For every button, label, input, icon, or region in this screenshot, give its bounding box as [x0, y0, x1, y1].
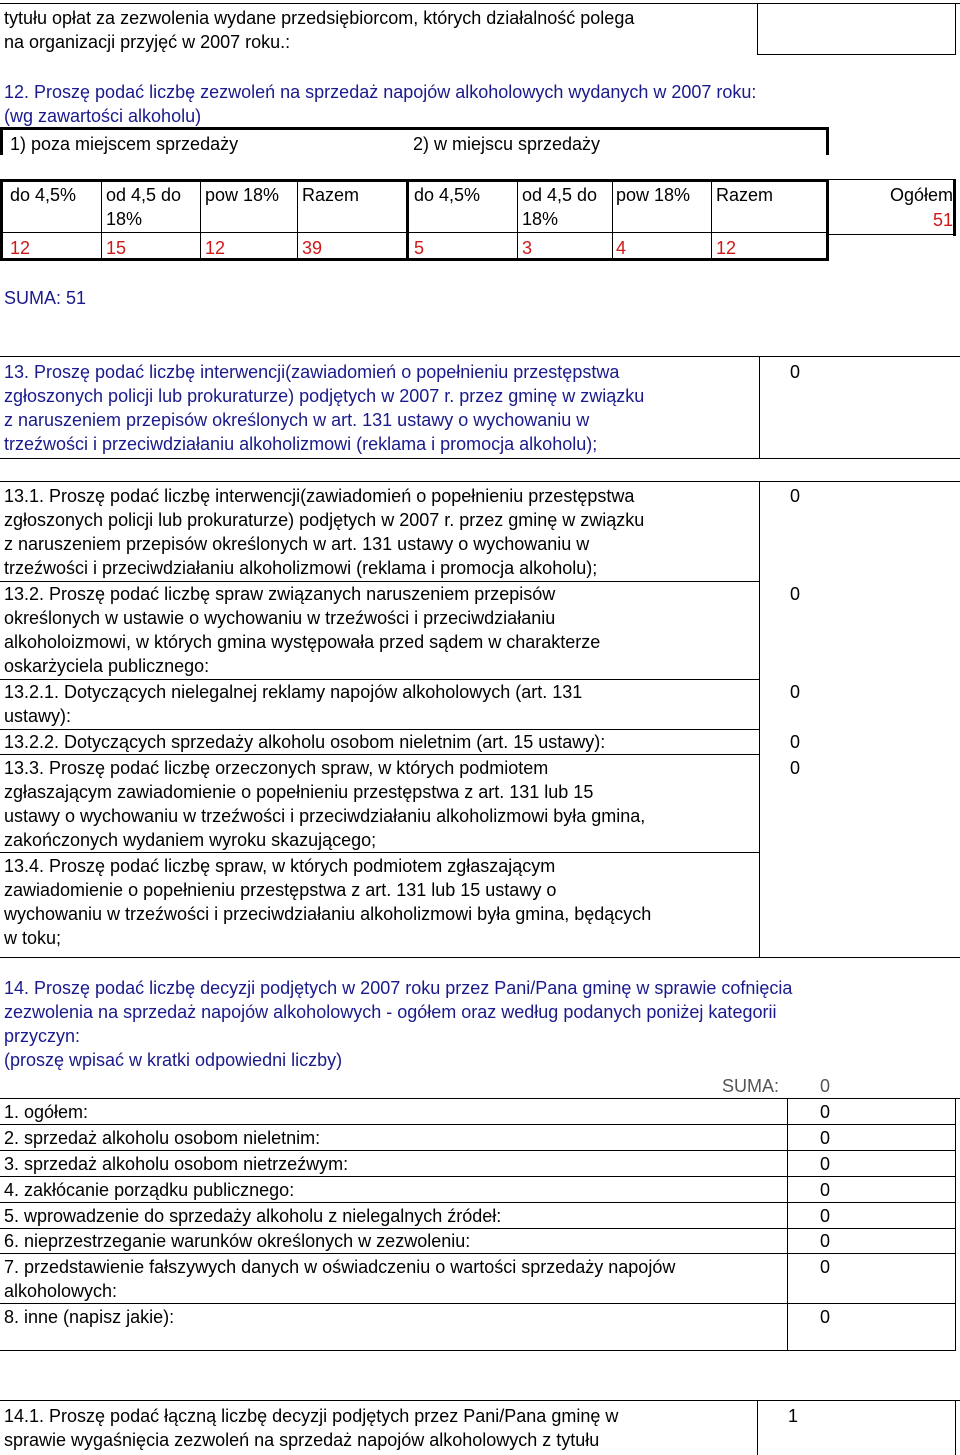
divider	[757, 54, 956, 55]
col-header: od 4,5 do 18%	[106, 185, 182, 229]
divider	[0, 1150, 956, 1151]
divider	[0, 852, 760, 853]
q13-1-text: trzeźwości i przeciwdziałaniu alkoholizmowi (reklama i promocja alkoholu);	[4, 558, 598, 578]
col-header: do 4,5%	[10, 185, 77, 205]
divider	[0, 127, 3, 155]
q12-subtitle: (wg zawartości alkoholu)	[4, 106, 202, 126]
q14-row-value: 0	[820, 1257, 831, 1277]
q14-row-label: 5. wprowadzenie do sprzedaży alkoholu z nielegalnych źródeł:	[4, 1206, 502, 1226]
q13-text: z naruszeniem przepisów określonych w art. 131 ustawy o wychowaniu w	[4, 410, 590, 430]
q14-row-value: 0	[820, 1206, 831, 1226]
divider	[0, 1400, 960, 1401]
divider	[829, 179, 956, 180]
q13-4-text: wychowaniu w trzeźwości i przeciwdziałaniu alkoholizmowi była gmina, będących	[4, 904, 652, 924]
col-header: Razem	[716, 185, 774, 205]
divider	[0, 232, 826, 233]
divider	[0, 1303, 956, 1304]
divider	[955, 1098, 956, 1350]
q14-row-value: 0	[820, 1180, 831, 1200]
q13-1-text: zgłoszonych policji lub prokuraturze) podjętych w 2007 r. przez gminę w związku	[4, 510, 645, 530]
q13-2-2-value: 0	[790, 732, 801, 752]
divider	[711, 179, 712, 259]
divider	[0, 1253, 956, 1254]
table-cell: 12	[205, 238, 226, 258]
q13-2-2-text: 13.2.2. Dotyczących sprzedaży alkoholu osobom nieletnim (art. 15 ustawy):	[4, 732, 606, 752]
divider	[829, 234, 956, 235]
q13-3-text: zakończonych wydaniem wyroku skazującego;	[4, 830, 377, 850]
table-cell: 12	[10, 238, 31, 258]
divider	[0, 481, 960, 482]
q13-3-text: ustawy o wychowaniu w trzeźwości i przeciwdziałaniu alkoholizmowi była gmina,	[4, 806, 646, 826]
q13-2-1-text: ustawy):	[4, 706, 72, 726]
q13-text: zgłoszonych policji lub prokuraturze) podjętych w 2007 r. przez gminę w związku	[4, 386, 645, 406]
divider	[0, 458, 960, 459]
q12-group1-label: 1) poza miejscem sprzedaży	[10, 134, 239, 154]
divider	[0, 1176, 956, 1177]
total-label: Ogółem	[889, 185, 953, 205]
q14-row-label: 4. zakłócanie porządku publicznego:	[4, 1180, 295, 1200]
divider	[759, 481, 760, 957]
table-cell: 39	[302, 238, 323, 258]
divider	[200, 179, 201, 259]
divider	[955, 1400, 956, 1455]
table-cell: 3	[522, 238, 533, 258]
q13-2-text: 13.2. Proszę podać liczbę spraw związanych naruszeniem przepisów	[4, 584, 556, 604]
table-cell: 15	[106, 238, 127, 258]
col-header: od 4,5 do 18%	[522, 185, 598, 229]
q14-row-value: 0	[820, 1128, 831, 1148]
divider	[787, 1098, 788, 1350]
col-header: pow 18%	[616, 185, 691, 205]
divider	[0, 179, 829, 182]
header-line: na organizacji przyjęć w 2007 roku.:	[4, 32, 291, 52]
q14-row-label: alkoholowych:	[4, 1281, 118, 1301]
q14-subtitle: (proszę wpisać w kratki odpowiedni liczby)	[4, 1050, 343, 1070]
table-cell: 12	[716, 238, 737, 258]
divider	[101, 179, 102, 259]
divider	[955, 3, 956, 54]
q13-1-text: z naruszeniem przepisów określonych w art. 131 ustawy o wychowaniu w	[4, 534, 590, 554]
divider	[0, 1350, 956, 1351]
divider	[0, 179, 3, 260]
q13-text: 13. Proszę podać liczbę interwencji(zawiadomień o popełnieniu przestępstwa	[4, 362, 620, 382]
q14-row-value: 0	[820, 1102, 831, 1122]
divider	[297, 179, 298, 259]
q14-1-text: 14.1. Proszę podać łączną liczbę decyzji podjętych przez Pani/Pana gminę w	[4, 1406, 619, 1426]
divider	[0, 957, 960, 958]
q13-2-1-text: 13.2.1. Dotyczących nielegalnej reklamy napojów alkoholowych (art. 131	[4, 682, 583, 702]
q14-row-label: 8. inne (napisz jakie):	[4, 1307, 175, 1327]
divider	[757, 1400, 758, 1455]
divider	[0, 3, 960, 4]
divider	[406, 179, 409, 260]
q14-row-value: 0	[820, 1307, 831, 1327]
divider	[0, 1124, 956, 1125]
header-line: tytułu opłat za zezwolenia wydane przedsiębiorcom, których działalność polega	[4, 8, 635, 28]
q12-title: 12. Proszę podać liczbę zezwoleń na sprzedaż napojów alkoholowych wydanych w 2007 roku:	[4, 82, 757, 102]
total-value: 51	[932, 210, 953, 230]
q12-group2-label: 2) w miejscu sprzedaży	[413, 134, 601, 154]
q13-2-text: oskarżyciela publicznego:	[4, 656, 210, 676]
q13-4-text: zawiadomienie o popełnieniu przestępstwa z art. 131 lub 15 ustawy o	[4, 880, 557, 900]
q13-3-value: 0	[790, 758, 801, 778]
q13-1-value: 0	[790, 486, 801, 506]
q14-1-text: sprawie wygaśnięcia zezwoleń na sprzedaż napojów alkoholowych z tytułu	[4, 1430, 600, 1450]
divider	[0, 754, 760, 755]
q14-row-value: 0	[820, 1231, 831, 1251]
col-header: do 4,5%	[414, 185, 481, 205]
col-header: Razem	[302, 185, 360, 205]
q14-1-value: 1	[788, 1406, 799, 1426]
q13-2-value: 0	[790, 584, 801, 604]
q13-3-text: zgłaszającym zawiadomienie o popełnieniu przestępstwa z art. 131 lub 15	[4, 782, 594, 802]
q14-title: przyczyn:	[4, 1026, 81, 1046]
divider	[953, 179, 956, 236]
q13-2-1-value: 0	[790, 682, 801, 702]
divider	[0, 127, 829, 130]
q14-row-label: 1. ogółem:	[4, 1102, 89, 1122]
divider	[0, 356, 960, 357]
q14-row-label: 7. przedstawienie fałszywych danych w oświadczeniu o wartości sprzedaży napojów	[4, 1257, 676, 1277]
table-cell: 4	[616, 238, 627, 258]
divider	[826, 127, 829, 155]
q13-1-text: 13.1. Proszę podać liczbę interwencji(zawiadomień o popełnieniu przestępstwa	[4, 486, 635, 506]
q14-row-label: 2. sprzedaż alkoholu osobom nieletnim:	[4, 1128, 321, 1148]
q14-title: zezwolenia na sprzedaż napojów alkoholowych - ogółem oraz według podanych poniżej kategorii	[4, 1002, 777, 1022]
divider	[0, 1098, 960, 1099]
q13-4-text: w toku;	[4, 928, 62, 948]
q13-4-text: 13.4. Proszę podać liczbę spraw, w których podmiotem zgłaszającym	[4, 856, 556, 876]
divider	[826, 179, 829, 260]
q14-title: 14. Proszę podać liczbę decyzji podjętych w 2007 roku przez Pani/Pana gminę w sprawie cofnięcia	[4, 978, 793, 998]
q13-2-text: określonych w ustawie o wychowaniu w trzeźwości i przeciwdziałaniu	[4, 608, 556, 628]
q14-sum-value: 0	[820, 1076, 831, 1096]
q14-row-value: 0	[820, 1154, 831, 1174]
q13-2-text: alkoholoizmowi, w których gmina występowała przed sądem w charakterze	[4, 632, 601, 652]
divider	[759, 356, 760, 458]
q13-value: 0	[790, 362, 801, 382]
q14-row-label: 3. sprzedaż alkoholu osobom nietrzeźwym:	[4, 1154, 349, 1174]
q14-sum-label: SUMA:	[722, 1076, 780, 1096]
q12-sum: SUMA: 51	[4, 288, 87, 308]
divider	[0, 1202, 956, 1203]
col-header: pow 18%	[205, 185, 280, 205]
q13-text: trzeźwości i przeciwdziałaniu alkoholizmowi (reklama i promocja alkoholu);	[4, 434, 598, 454]
q13-3-text: 13.3. Proszę podać liczbę orzeczonych spraw, w których podmiotem	[4, 758, 549, 778]
divider	[757, 3, 758, 54]
table-cell: 5	[414, 238, 425, 258]
q14-row-label: 6. nieprzestrzeganie warunków określonych w zezwoleniu:	[4, 1231, 471, 1251]
divider	[517, 179, 518, 259]
